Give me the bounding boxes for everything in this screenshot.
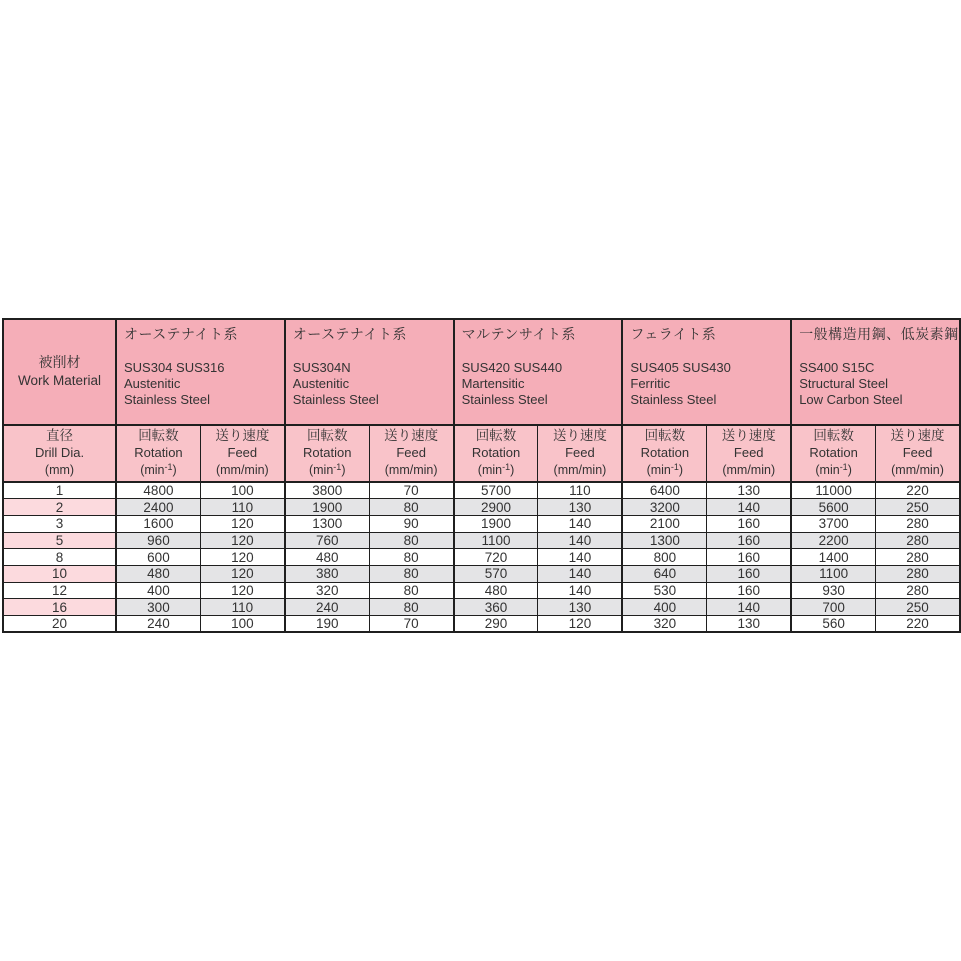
- feed-value: 160: [707, 549, 791, 566]
- subheader-unit-label: (mm/min): [384, 462, 438, 477]
- material-name-en2: Stainless Steel: [292, 392, 379, 408]
- subheader-jp-label: 送り速度: [552, 428, 607, 444]
- rotation-value: 4800: [116, 482, 200, 499]
- rotation-value: 2400: [116, 499, 200, 516]
- rotation-value: 360: [454, 599, 538, 616]
- data-rows: [3, 482, 960, 632]
- rotation-value: 1900: [454, 515, 538, 532]
- materials-header-row: [3, 319, 960, 425]
- rotation-header-cell: [622, 425, 706, 482]
- feed-value: 70: [369, 482, 453, 499]
- material-header-ferritic-sus405: [622, 319, 791, 425]
- rotation-value: 1300: [285, 515, 369, 532]
- subheader-jp-label: 回転数: [306, 428, 348, 444]
- feed-value: 120: [538, 616, 622, 633]
- rotation-unit-post: ): [847, 462, 852, 477]
- feed-value: 160: [707, 532, 791, 549]
- rotation-value: 290: [454, 616, 538, 633]
- material-name-en2: Stainless Steel: [124, 392, 210, 408]
- subheader-jp-label: 回転数: [475, 428, 517, 444]
- rotation-value: 2100: [622, 515, 706, 532]
- rotation-value: 480: [285, 549, 369, 566]
- rotation-value: 3800: [285, 482, 369, 499]
- feed-value: 130: [538, 599, 622, 616]
- table-row-dia-5: [3, 532, 960, 549]
- rotation-value: 1300: [622, 532, 706, 549]
- feed-value: 120: [200, 549, 284, 566]
- material-name-en2: Low Carbon Steel: [799, 392, 903, 408]
- feed-value: 130: [707, 616, 791, 633]
- rotation-value: 320: [622, 616, 706, 633]
- rotation-value: 760: [285, 532, 369, 549]
- rotation-unit-post: ): [678, 462, 684, 477]
- rotation-header-cell: [285, 425, 369, 482]
- rotation-unit-post: ): [510, 462, 515, 477]
- feed-value: 110: [200, 499, 284, 516]
- subheader-en-label: Rotation: [134, 444, 183, 460]
- material-name-jp: オーステナイト系: [124, 326, 239, 342]
- feed-value: 110: [200, 599, 284, 616]
- material-name-jp: 一般構造用鋼、低炭素鋼: [799, 326, 959, 342]
- rotation-value: 3200: [622, 499, 706, 516]
- material-name-en2: Stainless Steel: [630, 392, 717, 408]
- rotation-unit-pre: (min: [477, 462, 503, 477]
- rotation-value: 1600: [116, 515, 200, 532]
- feed-value: 280: [876, 532, 960, 549]
- feed-value: 80: [369, 582, 453, 599]
- rotation-value: 11000: [791, 482, 875, 499]
- subheader-unit-label: (mm/min): [215, 462, 269, 477]
- rotation-value: 400: [116, 582, 200, 599]
- feed-value: 140: [538, 515, 622, 532]
- rotation-value: 530: [622, 582, 706, 599]
- feed-value: 100: [200, 482, 284, 499]
- rotation-unit-label: [455, 462, 538, 478]
- rotation-value: 400: [622, 599, 706, 616]
- work-material-label-jp: 被削材: [38, 354, 81, 371]
- subheader-jp-label: 回転数: [138, 428, 179, 444]
- feed-value: 90: [369, 515, 453, 532]
- rotation-unit-label: [117, 462, 200, 478]
- subheader-en-label: Rotation: [471, 444, 521, 460]
- rotation-unit-pre: (min: [308, 462, 334, 477]
- subheader-jp-label: 送り速度: [721, 428, 776, 444]
- material-name-en1: Austenitic: [124, 376, 181, 392]
- table-row-dia-16: [3, 599, 960, 616]
- drill-dia-value: 3: [3, 515, 116, 532]
- rotation-value: 380: [285, 565, 369, 582]
- subheader-jp-label: 回転数: [813, 428, 854, 444]
- feed-value: 280: [876, 549, 960, 566]
- rotation-value: 240: [285, 599, 369, 616]
- rotation-value: 570: [454, 565, 538, 582]
- rotation-value: 700: [791, 599, 875, 616]
- rotation-value: 5700: [454, 482, 538, 499]
- table-row-dia-3: [3, 515, 960, 532]
- rotation-value: 300: [116, 599, 200, 616]
- feed-value: 140: [538, 582, 622, 599]
- feed-value: 220: [876, 616, 960, 633]
- feed-value: 120: [200, 582, 284, 599]
- feed-value: 160: [707, 515, 791, 532]
- material-name-en1: Austenitic: [292, 376, 350, 392]
- subheader-unit-label: (mm): [44, 462, 75, 477]
- table-row-dia-12: [3, 582, 960, 599]
- rotation-value: 6400: [622, 482, 706, 499]
- rotation-header-cell: [791, 425, 875, 482]
- rotation-unit-label: [623, 462, 706, 478]
- rotation-unit-exponent: -1: [839, 461, 848, 472]
- material-name-en1: Martensitic: [461, 376, 525, 392]
- material-codes: SUS420 SUS440: [461, 359, 563, 375]
- material-header-austenitic-sus304n: [285, 319, 454, 425]
- rotation-value: 600: [116, 549, 200, 566]
- material-name-jp: マルテンサイト系: [461, 326, 576, 342]
- subheader-unit-label: (mm/min): [553, 462, 607, 477]
- work-material-header-cell: [3, 319, 116, 425]
- rotation-value: 960: [116, 532, 200, 549]
- feed-value: 280: [876, 565, 960, 582]
- rotation-value: 240: [116, 616, 200, 633]
- rotation-value: 930: [791, 582, 875, 599]
- feed-value: 140: [538, 532, 622, 549]
- subheader-en-label: Rotation: [809, 444, 858, 460]
- material-name-jp: オーステナイト系: [292, 326, 407, 342]
- rotation-value: 1100: [454, 532, 538, 549]
- feed-value: 100: [200, 616, 284, 633]
- rotation-value: 5600: [791, 499, 875, 516]
- rotation-unit-pre: (min: [646, 462, 671, 477]
- table-row-dia-2: [3, 499, 960, 516]
- subheader-en-label: Feed: [565, 444, 595, 460]
- feed-value: 130: [707, 482, 791, 499]
- subheader-jp-label: 回転数: [644, 428, 686, 444]
- rotation-value: 2200: [791, 532, 875, 549]
- feed-value: 140: [707, 599, 791, 616]
- column-subheader-row: [3, 425, 960, 482]
- feed-value: 120: [200, 565, 284, 582]
- subheader-en-label: Feed: [902, 444, 933, 460]
- rotation-unit-post: ): [341, 462, 346, 477]
- subheader-en-label: Rotation: [640, 444, 690, 460]
- subheader-en-label: Feed: [396, 444, 426, 460]
- feed-header-cell: [876, 425, 960, 482]
- feed-header-cell: [707, 425, 791, 482]
- table-row-dia-20: [3, 616, 960, 633]
- rotation-value: 480: [454, 582, 538, 599]
- rotation-unit-exponent: -1: [502, 461, 511, 472]
- subheader-jp-label: 送り速度: [384, 428, 439, 444]
- material-codes: SUS304 SUS316: [124, 359, 225, 375]
- subheader-en-label: Feed: [227, 444, 258, 460]
- material-name-en1: Structural Steel: [799, 376, 889, 392]
- rotation-unit-pre: (min: [140, 462, 165, 477]
- material-name-en2: Stainless Steel: [461, 392, 548, 408]
- rotation-unit-exponent: -1: [333, 461, 342, 472]
- material-codes: SUS304N: [292, 359, 351, 375]
- rotation-value: 720: [454, 549, 538, 566]
- feed-value: 140: [538, 549, 622, 566]
- feed-value: 130: [538, 499, 622, 516]
- drill-dia-value: 12: [3, 582, 116, 599]
- feed-value: 70: [369, 616, 453, 633]
- rotation-value: 1100: [791, 565, 875, 582]
- subheader-en-label: Rotation: [303, 444, 352, 460]
- feed-value: 280: [876, 582, 960, 599]
- feed-value: 80: [369, 499, 453, 516]
- drill-dia-value: 20: [3, 616, 116, 633]
- material-name-en1: Ferritic: [630, 376, 671, 392]
- material-name-jp: フェライト系: [630, 326, 717, 342]
- feed-value: 120: [200, 515, 284, 532]
- rotation-value: 560: [791, 616, 875, 633]
- rotation-unit-post: ): [172, 462, 177, 477]
- feed-value: 250: [876, 499, 960, 516]
- rotation-header-cell: [454, 425, 538, 482]
- material-header-martensitic-sus420: [454, 319, 623, 425]
- subheader-jp-label: 送り速度: [215, 428, 270, 444]
- feed-value: 80: [369, 565, 453, 582]
- feed-header-cell: [369, 425, 453, 482]
- feed-value: 220: [876, 482, 960, 499]
- rotation-value: 190: [285, 616, 369, 633]
- drill-speed-feed-table: [2, 318, 961, 633]
- material-header-austenitic-sus304: [116, 319, 285, 425]
- rotation-value: 1400: [791, 549, 875, 566]
- subheader-en-label: Feed: [733, 444, 764, 460]
- rotation-unit-exponent: -1: [670, 461, 679, 472]
- material-header-structural-ss400: [791, 319, 960, 425]
- rotation-header-cell: [116, 425, 200, 482]
- rotation-value: 480: [116, 565, 200, 582]
- subheader-jp-label: 送り速度: [890, 428, 945, 444]
- drill-dia-value: 16: [3, 599, 116, 616]
- rotation-unit-exponent: -1: [164, 461, 173, 472]
- subheader-unit-label: (mm/min): [891, 462, 944, 477]
- drill-dia-value: 1: [3, 482, 116, 499]
- feed-value: 140: [707, 499, 791, 516]
- rotation-unit-label: [286, 462, 369, 478]
- rotation-value: 1900: [285, 499, 369, 516]
- feed-value: 80: [369, 549, 453, 566]
- material-codes: SUS405 SUS430: [630, 359, 731, 375]
- drill-dia-value: 10: [3, 565, 116, 582]
- rotation-value: 2900: [454, 499, 538, 516]
- feed-value: 140: [538, 565, 622, 582]
- rotation-unit-label: [792, 462, 875, 478]
- table-row-dia-10: [3, 565, 960, 582]
- drill-dia-value: 8: [3, 549, 116, 566]
- subheader-en-label: Drill Dia.: [34, 444, 85, 460]
- subheader-unit-label: (mm/min): [722, 462, 776, 477]
- feed-value: 110: [538, 482, 622, 499]
- rotation-value: 800: [622, 549, 706, 566]
- rotation-unit-pre: (min: [815, 462, 840, 477]
- rotation-value: 3700: [791, 515, 875, 532]
- feed-value: 80: [369, 599, 453, 616]
- feed-value: 80: [369, 532, 453, 549]
- feed-value: 160: [707, 582, 791, 599]
- table-row-dia-8: [3, 549, 960, 566]
- feed-value: 160: [707, 565, 791, 582]
- material-codes: SS400 S15C: [799, 359, 875, 375]
- feed-value: 280: [876, 515, 960, 532]
- table-row-dia-1: [3, 482, 960, 499]
- subheader-jp-label: 直径: [46, 428, 73, 444]
- feed-value: 120: [200, 532, 284, 549]
- feed-header-cell: [200, 425, 284, 482]
- rotation-value: 640: [622, 565, 706, 582]
- drill-dia-header-cell: [3, 425, 116, 482]
- rotation-value: 320: [285, 582, 369, 599]
- drill-dia-value: 2: [3, 499, 116, 516]
- work-material-label-en: Work Material: [17, 373, 102, 389]
- feed-value: 250: [876, 599, 960, 616]
- drill-dia-value: 5: [3, 532, 116, 549]
- feed-header-cell: [538, 425, 622, 482]
